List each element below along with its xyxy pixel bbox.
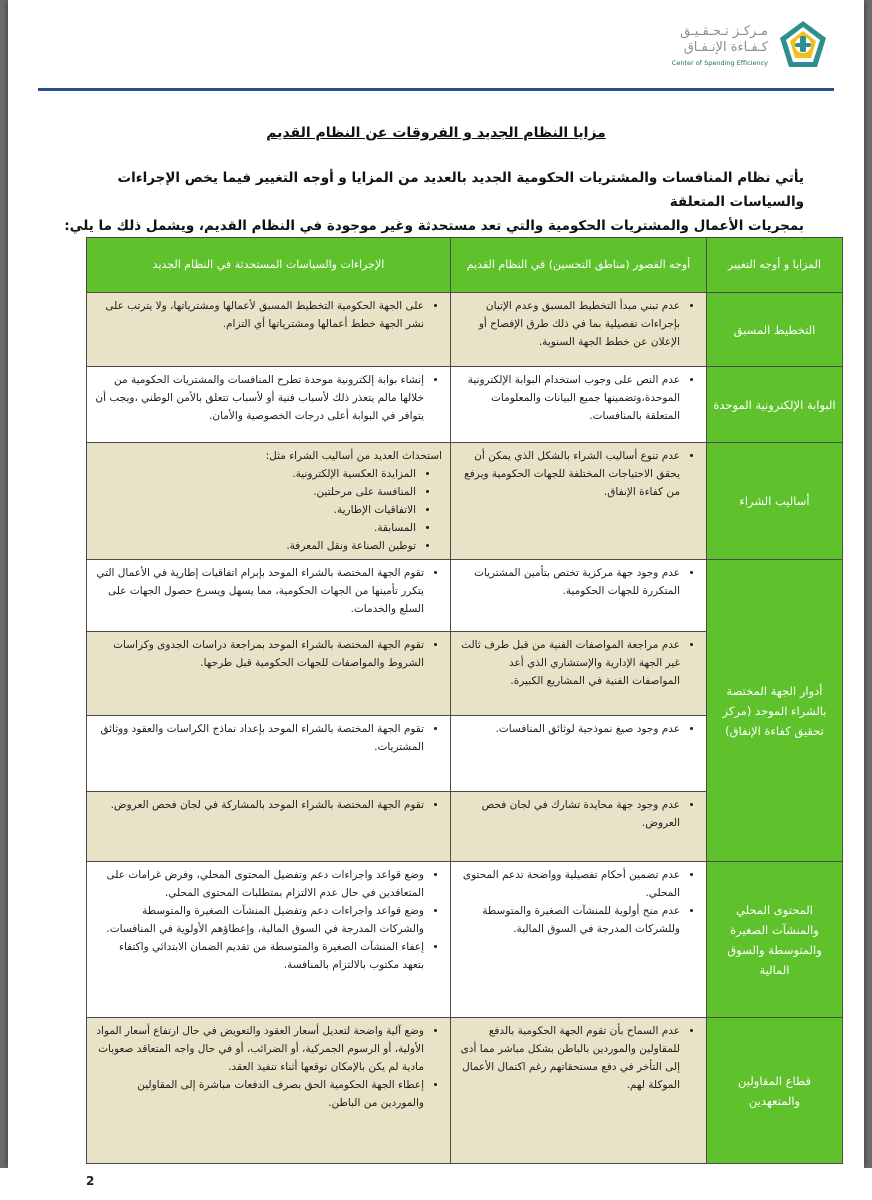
list-item: • توطين الصناعة ونقل المعرفة.: [95, 537, 416, 555]
page-number: 2: [86, 1174, 95, 1188]
category-cell: البوابة الإلكترونية الموحدة: [707, 367, 843, 443]
logo-arabic-line2: كـفـاءة الإنـفـاق: [683, 40, 768, 55]
list-item: • وضع آلية واضحة لتعديل أسعار العقود والتعويض في حال ارتفاع أسعار المواد الأولية، أو الرسوم الجمركية، أو الضرائب، أو في حال واجه المتعاقد صعوبات مادية لم يكن بالإمكان توقعها أثناء تنفيذ العقد.: [95, 1022, 424, 1076]
comparison-table: [86, 237, 843, 1164]
logo-english: Center of Spending Efficiency: [671, 59, 768, 67]
page-footer: [0, 1168, 872, 1200]
table-row: [87, 293, 843, 367]
list-item: • عدم منح أولوية للمنشآت الصغيرة والمتوسطة وللشركات المدرجة في السوق المالية.: [459, 902, 680, 938]
header-new-system: الإجراءات والسياسات المستحدثة في النظام الجديد: [87, 238, 451, 293]
table-row: [87, 443, 843, 560]
intro-line2: بمجريات الأعمال والمشتريات الحكومية والتي تعد مستحدثة وغير موجودة في النظام القديم، ويشمل ذلك ما يلي:: [64, 218, 804, 234]
list-item: • عدم تبني مبدأ التخطيط المسبق وعدم الإتيان بإجراءات تفصيلية بما في ذلك طرق الإفصاح أو الإعلان عن خطط الجهة السنوية.: [459, 297, 680, 351]
list-item: • إنشاء بوابة إلكترونية موحدة تطرح المنافسات والمشتريات الحكومية من خلالها مالم يتعذر ذلك لأسباب فنية أو لأسباب تتعلق بالأمن الوطني ،ويجب أن يتوافر في البوابة أعلى درجات الخصوصية والأمان.: [95, 371, 424, 425]
header-rule: [38, 88, 834, 91]
new-cell: [87, 443, 451, 560]
list-item: • تقوم الجهة المختصة بالشراء الموحد بمراجعة دراسات الجدوى وكراسات الشروط والمواصفات للجهات الحكومية قبل طرحها.: [95, 636, 424, 672]
intro-paragraph: [48, 166, 804, 238]
page-title: مزايا النظام الجديد و الفروقات عن النظام القديم: [266, 125, 606, 141]
category-cell: المحتوى المحلي والمنشآت الصغيرة والمتوسطة والسوق المالية: [707, 862, 843, 1018]
list-item: • عدم مراجعة المواصفات الفنية من قبل طرف ثالث غير الجهة الإدارية والإستشاري الذي أعد المواصفات الفنية في المشاريع الكبيرة.: [459, 636, 680, 690]
list-item: • عدم النص على وجوب استخدام البوابة الإلكترونية الموحدة،وتضمينها جميع البيانات والمعلومات المتعلقة بالمنافسات.: [459, 371, 680, 425]
header-old-system: أوجه القصور (مناطق التحسين) في النظام القديم: [451, 238, 707, 293]
table-row: [87, 560, 843, 632]
new-cell: [87, 716, 451, 792]
new-cell: [87, 792, 451, 862]
new-cell: [87, 862, 451, 1018]
list-item: • عدم تنوع أساليب الشراء بالشكل الذي يمكن أن يحقق الاحتياجات المختلفة للجهات الحكومية ويرفع من كفاءة الإنفاق.: [459, 447, 680, 501]
category-cell: أساليب الشراء: [707, 443, 843, 560]
category-cell: قطاع المقاولين والمتعهدين: [707, 1018, 843, 1164]
new-cell: [87, 1018, 451, 1164]
old-cell: [451, 443, 707, 560]
category-cell: التخطيط المسبق: [707, 293, 843, 367]
list-item: • على الجهة الحكومية التخطيط المسبق لأعمالها ومشترياتها، ولا يترتب على نشر الجهة خطط أعمالها ومشترياتها أي التزام.: [95, 297, 424, 333]
table-header-row: [87, 238, 843, 293]
list-item: • عدم وجود جهة مركزية تختص بتأمين المشتريات المتكررة للجهات الحكومية.: [459, 564, 680, 600]
list-item: • عدم وجود صيغ نموذجية لوثائق المنافسات.: [459, 720, 680, 738]
document-page: [8, 0, 864, 1168]
list-item: • تقوم الجهة المختصة بالشراء الموحد بالمشاركة في لجان فحص العروض.: [95, 796, 424, 814]
list-item: • المسابقة.: [95, 519, 416, 537]
new-cell: [87, 560, 451, 632]
list-item: • الاتفاقيات الإطارية.: [95, 501, 416, 519]
category-cell: أدوار الجهة المختصة بالشراء الموحد (مركز تحقيق كفاءة الإنفاق): [707, 560, 843, 862]
list-item: • وضع قواعد واجراءات دعم وتفضيل المنشآت الصغيرة والمتوسطة والشركات المدرجة في السوق المالية، وإعطاؤهم الأولوية في المنافسات.: [95, 902, 424, 938]
header-category: المزايا و أوجه التغيير: [707, 238, 843, 293]
list-item: • إعفاء المنشآت الصغيرة والمتوسطة من تقديم الضمان الابتدائي واكتفاء بتعهد مكتوب بالالتزام بالمنافسة.: [95, 938, 424, 974]
list-item: • إعطاء الجهة الحكومية الحق بصرف الدفعات مباشرة إلى المقاولين والموردين من الباطن.: [95, 1076, 424, 1112]
new-cell: [87, 293, 451, 367]
list-item: • عدم وجود جهة محايدة تشارك في لجان فحص العروض.: [459, 796, 680, 832]
old-cell: [451, 293, 707, 367]
list-item: • عدم السماح بأن تقوم الجهة الحكومية بالدفع للمقاولين والموردين بالباطن بشكل مباشر مما أدى إلى التأخر في دفع مستحقاتهم رغم اكتمال الأعمال الموكلة لهم.: [459, 1022, 680, 1094]
list-item: • المنافسة على مرحلتين.: [95, 483, 416, 501]
old-cell: [451, 1018, 707, 1164]
list-item: • وضع قواعد واجراءات دعم وتفضيل المحتوى المحلي، وفرض غرامات على المتعاقدين في حال عدم الالتزام بمتطلبات المحتوى المحلي.: [95, 866, 424, 902]
old-cell: [451, 560, 707, 632]
table-row: [87, 367, 843, 443]
logo: [660, 16, 830, 76]
old-cell: [451, 792, 707, 862]
table-row: [87, 862, 843, 1018]
list-item: • عدم تضمين أحكام تفصيلية وواضحة تدعم المحتوى المحلي.: [459, 866, 680, 902]
old-cell: [451, 367, 707, 443]
old-cell: [451, 632, 707, 716]
purchase-methods-lead: استحداث العديد من أساليب الشراء مثل:: [265, 450, 442, 462]
new-cell: [87, 367, 451, 443]
list-item: • المزايدة العكسية الإلكترونية.: [95, 465, 416, 483]
logo-emblem-icon: [776, 18, 830, 72]
list-item: • تقوم الجهة المختصة بالشراء الموحد بإعداد نماذج الكراسات والعقود ووثائق المشتريات.: [95, 720, 424, 756]
old-cell: [451, 716, 707, 792]
intro-line1: يأتي نظام المنافسات والمشتريات الحكومية الجديد بالعديد من المزايا و أوجه التغيير فيما يخص الإجراءات والسياسات المتعلقة: [117, 170, 804, 210]
new-cell: [87, 632, 451, 716]
logo-arabic-line1: مـركـز تـحـقـيـق: [680, 24, 768, 39]
list-item: • تقوم الجهة المختصة بالشراء الموحد بإبرام اتفاقيات إطارية في الأعمال التي يتكرر تأمينها من الجهات الحكومية، مما يسهل ويسرع حصول الجهات على السلع والخدمات.: [95, 564, 424, 618]
old-cell: [451, 862, 707, 1018]
table-row: [87, 1018, 843, 1164]
